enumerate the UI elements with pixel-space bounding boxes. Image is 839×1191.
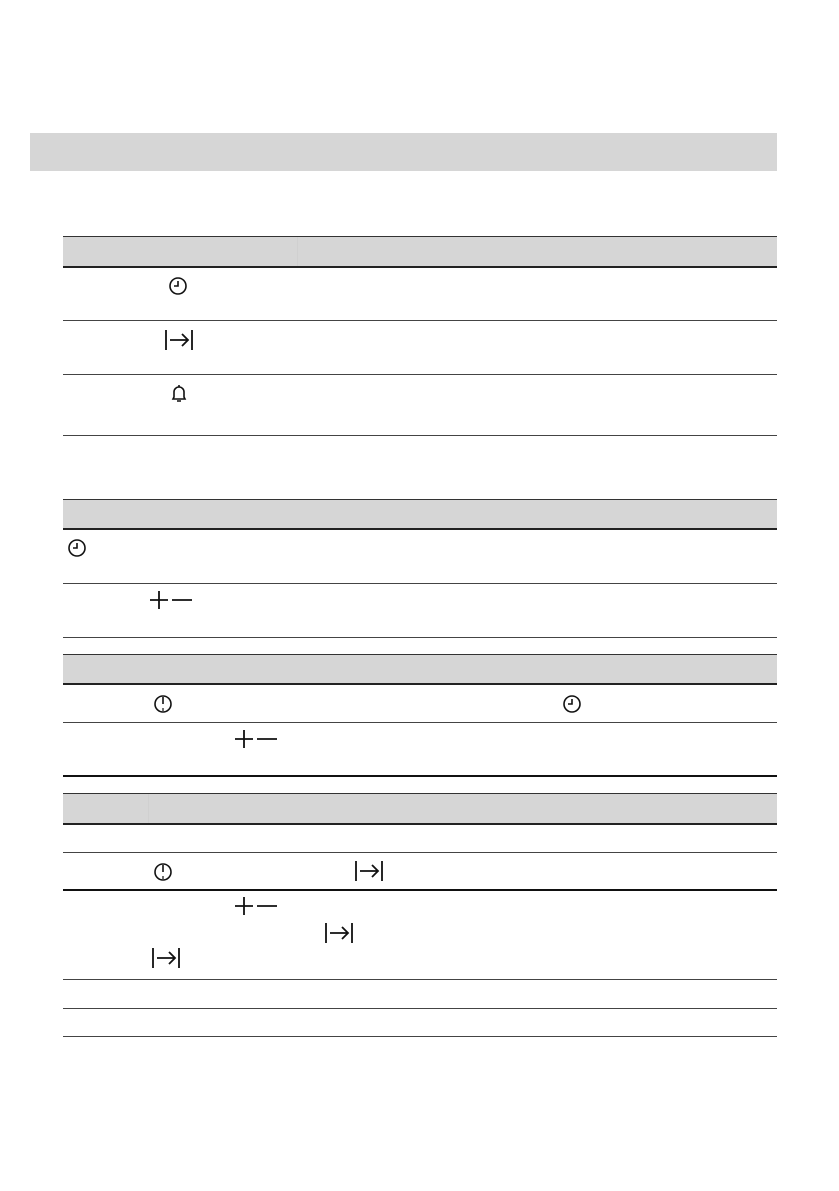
on-off-icon xyxy=(153,694,173,714)
clock-icon xyxy=(562,694,582,714)
table-4-row-divider xyxy=(63,852,777,853)
arrow-to-bar-icon xyxy=(324,922,354,944)
table-2-bottom-rule xyxy=(63,637,777,638)
clock-icon xyxy=(168,276,188,296)
arrow-to-bar-icon xyxy=(151,947,181,969)
section-band xyxy=(30,133,777,171)
arrow-to-bar-icon xyxy=(354,860,384,882)
table-4-row-divider xyxy=(63,889,777,891)
table-3-header xyxy=(63,654,777,685)
table-4-bottom-rule xyxy=(63,1036,777,1037)
table-2-row-divider xyxy=(63,583,777,584)
clock-icon xyxy=(67,538,87,558)
bell-icon xyxy=(170,383,188,405)
table-2-header xyxy=(63,499,777,530)
table-4-header xyxy=(63,793,777,825)
table-1-bottom-rule xyxy=(63,435,777,436)
on-off-icon xyxy=(153,862,173,882)
plus-minus-icon xyxy=(233,728,279,750)
table-3-bottom-rule xyxy=(63,775,777,777)
table-4-row-divider xyxy=(63,1008,777,1009)
table-4-column-divider xyxy=(148,794,149,823)
table-1-column-divider xyxy=(297,237,298,266)
table-1-row-divider xyxy=(63,374,777,375)
table-1-row-divider xyxy=(63,320,777,321)
table-1-header xyxy=(63,236,777,268)
table-3-row-divider xyxy=(63,722,777,723)
table-4-row-divider xyxy=(63,979,777,980)
plus-minus-icon xyxy=(233,895,279,917)
plus-minus-icon xyxy=(148,589,194,611)
arrow-to-bar-icon xyxy=(164,329,194,351)
